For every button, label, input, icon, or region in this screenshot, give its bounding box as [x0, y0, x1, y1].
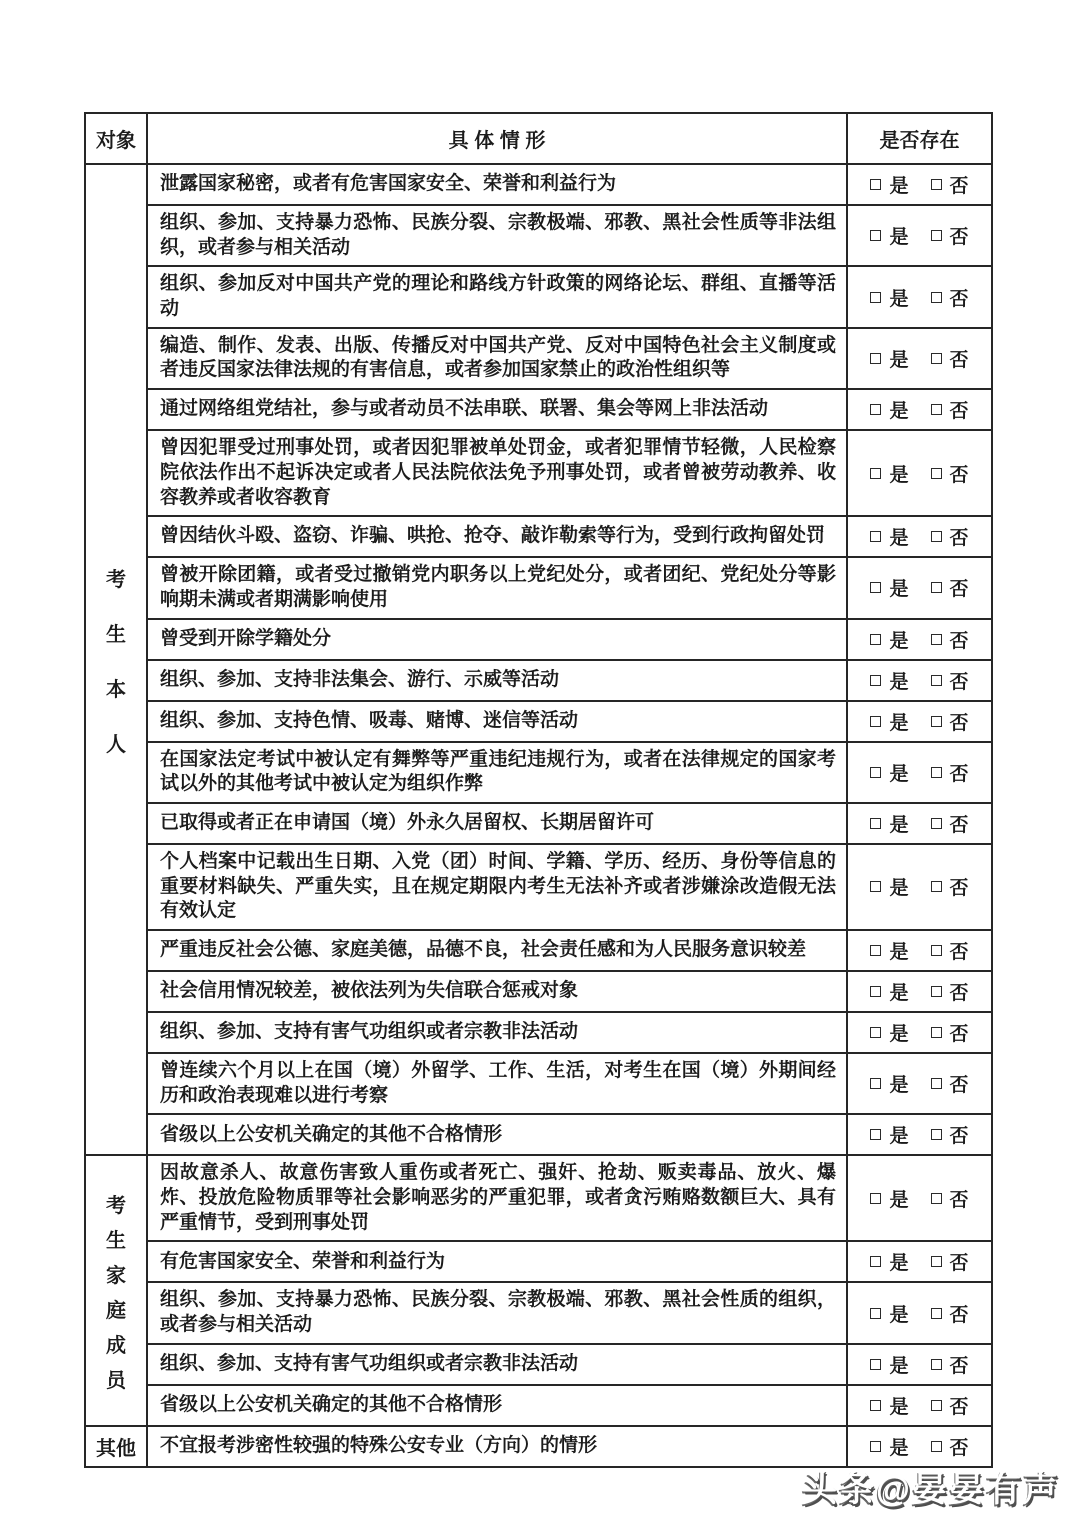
- yes-label: 是: [889, 1075, 909, 1097]
- no-checkbox[interactable]: [931, 1359, 942, 1370]
- yes-option[interactable]: [870, 708, 908, 735]
- exist-cell: [847, 1385, 992, 1426]
- yes-checkbox[interactable]: [870, 582, 881, 593]
- yes-option[interactable]: [870, 1300, 908, 1327]
- group-label-char: 庭: [106, 1299, 126, 1322]
- situation-cell: 组织、参加、支持色情、吸毒、赌博、迷信等活动: [147, 701, 847, 742]
- no-option[interactable]: [931, 1185, 969, 1212]
- table-row: [85, 930, 992, 971]
- yes-option[interactable]: [870, 937, 908, 964]
- no-label: 否: [949, 1189, 969, 1211]
- yes-option[interactable]: [870, 1070, 908, 1097]
- no-option[interactable]: [931, 460, 969, 487]
- yes-label: 是: [889, 579, 909, 601]
- table-row: [85, 1344, 992, 1385]
- yes-option[interactable]: [870, 1019, 908, 1046]
- yes-checkbox[interactable]: [870, 1193, 881, 1204]
- yes-label: 是: [889, 1355, 909, 1377]
- no-checkbox[interactable]: [931, 1193, 942, 1204]
- yes-option[interactable]: [870, 978, 908, 1005]
- yes-option[interactable]: [870, 810, 908, 837]
- no-label: 否: [949, 464, 969, 486]
- no-checkbox[interactable]: [931, 675, 942, 686]
- yes-checkbox[interactable]: [870, 1256, 881, 1267]
- situation-cell: 有危害国家安全、荣誉和利益行为: [147, 1241, 847, 1282]
- no-option[interactable]: [931, 810, 969, 837]
- yes-checkbox[interactable]: [870, 634, 881, 645]
- exist-cell: [847, 1344, 992, 1385]
- table-row: [85, 1241, 992, 1282]
- group-label-char: 家: [106, 1264, 126, 1287]
- header-situation: 具 体 情 形: [147, 113, 847, 164]
- yes-checkbox[interactable]: [870, 716, 881, 727]
- no-checkbox[interactable]: [931, 1129, 942, 1140]
- yes-checkbox[interactable]: [870, 881, 881, 892]
- exist-cell: [847, 930, 992, 971]
- group-label-other: 其他: [85, 1426, 147, 1467]
- yes-checkbox[interactable]: [870, 531, 881, 542]
- situation-cell: 组织、参加反对中国共产党的理论和路线方针政策的网络论坛、群组、直播等活动: [147, 266, 847, 327]
- no-option[interactable]: [931, 1433, 969, 1460]
- situation-cell: 社会信用情况较差，被依法列为失信联合惩戒对象: [147, 971, 847, 1012]
- no-option[interactable]: [931, 1070, 969, 1097]
- no-option[interactable]: [931, 574, 969, 601]
- no-checkbox[interactable]: [931, 292, 942, 303]
- watermark: 头条@晏晏有声: [801, 1470, 1060, 1509]
- yes-option[interactable]: [870, 460, 908, 487]
- table-row: [85, 701, 992, 742]
- yes-label: 是: [889, 1437, 909, 1459]
- group-label-char: 人: [106, 733, 126, 756]
- no-option[interactable]: [931, 396, 969, 423]
- no-checkbox[interactable]: [931, 531, 942, 542]
- group-label-candidate-family: [85, 1155, 147, 1425]
- group-label-char: 考: [106, 568, 126, 591]
- exist-cell: [847, 164, 992, 205]
- situation-cell: 已取得或者正在申请国（境）外永久居留权、长期居留许可: [147, 803, 847, 844]
- yes-label: 是: [889, 288, 909, 310]
- no-label: 否: [949, 1437, 969, 1459]
- yes-label: 是: [889, 671, 909, 693]
- table-row: [85, 1012, 992, 1053]
- yes-checkbox[interactable]: [870, 675, 881, 686]
- no-checkbox[interactable]: [931, 634, 942, 645]
- yes-label: 是: [889, 878, 909, 900]
- no-checkbox[interactable]: [931, 353, 942, 364]
- no-checkbox[interactable]: [931, 404, 942, 415]
- no-checkbox[interactable]: [931, 945, 942, 956]
- yes-checkbox[interactable]: [870, 292, 881, 303]
- table-row: [85, 389, 992, 430]
- yes-label: 是: [889, 814, 909, 836]
- no-option[interactable]: [931, 222, 969, 249]
- situation-cell: 编造、制作、发表、出版、传播反对中国共产党、反对中国特色社会主义制度或者违反国家法律法规的有害信息，或者参加国家禁止的政治性组织等: [147, 328, 847, 389]
- no-label: 否: [949, 176, 969, 197]
- table-row: [85, 164, 992, 205]
- yes-option[interactable]: [870, 396, 908, 423]
- situation-cell: 曾因结伙斗殴、盗窃、诈骗、哄抢、抢夺、敲诈勒索等行为，受到行政拘留处罚: [147, 516, 847, 557]
- table-row: [85, 328, 992, 389]
- table-row: [85, 1426, 992, 1467]
- yes-option[interactable]: [870, 1433, 908, 1460]
- yes-checkbox[interactable]: [870, 1359, 881, 1370]
- yes-checkbox[interactable]: [870, 179, 881, 190]
- situation-cell: 省级以上公安机关确定的其他不合格情形: [147, 1114, 847, 1155]
- yes-option[interactable]: [870, 1185, 908, 1212]
- group-label-candidate-self: [85, 164, 147, 1155]
- no-option[interactable]: [931, 284, 969, 311]
- no-label: 否: [949, 579, 969, 601]
- exist-cell: [847, 1114, 992, 1155]
- exist-cell: [847, 557, 992, 618]
- no-label: 否: [949, 814, 969, 836]
- table-row: [85, 803, 992, 844]
- yes-checkbox[interactable]: [870, 945, 881, 956]
- situation-cell: 省级以上公安机关确定的其他不合格情形: [147, 1385, 847, 1426]
- exist-cell: [847, 430, 992, 516]
- yes-label: 是: [889, 712, 909, 734]
- yes-option[interactable]: [870, 759, 908, 786]
- screening-table: [84, 112, 993, 1468]
- no-label: 否: [949, 528, 969, 550]
- yes-checkbox[interactable]: [870, 767, 881, 778]
- no-checkbox[interactable]: [931, 179, 942, 190]
- yes-checkbox[interactable]: [870, 1441, 881, 1452]
- no-checkbox[interactable]: [931, 1256, 942, 1267]
- situation-cell: 曾被开除团籍，或者受过撤销党内职务以上党纪处分，或者团纪、党纪处分等影响期未满或者期满影响使用: [147, 557, 847, 618]
- yes-label: 是: [889, 528, 909, 550]
- no-label: 否: [949, 671, 969, 693]
- situation-cell: 泄露国家秘密，或者有危害国家安全、荣誉和利益行为: [147, 164, 847, 205]
- no-option[interactable]: [931, 978, 969, 1005]
- situation-cell: 组织、参加、支持有害气功组织或者宗教非法活动: [147, 1344, 847, 1385]
- yes-checkbox[interactable]: [870, 468, 881, 479]
- exist-cell: [847, 205, 992, 266]
- yes-option[interactable]: [870, 171, 908, 198]
- table-row: [85, 266, 992, 327]
- yes-checkbox[interactable]: [870, 1400, 881, 1411]
- yes-option[interactable]: [870, 1351, 908, 1378]
- exist-cell: [847, 1053, 992, 1114]
- situation-cell: 曾受到开除学籍处分: [147, 619, 847, 660]
- yes-label: 是: [889, 630, 909, 652]
- yes-label: 是: [889, 763, 909, 785]
- table-row: [85, 1155, 992, 1241]
- table-row: [85, 430, 992, 516]
- no-option[interactable]: [931, 937, 969, 964]
- yes-label: 是: [889, 1396, 909, 1418]
- no-checkbox[interactable]: [931, 1441, 942, 1452]
- no-option[interactable]: [931, 667, 969, 694]
- no-option[interactable]: [931, 1121, 969, 1148]
- no-checkbox[interactable]: [931, 716, 942, 727]
- no-label: 否: [949, 1253, 969, 1275]
- no-checkbox[interactable]: [931, 230, 942, 241]
- no-option[interactable]: [931, 523, 969, 550]
- yes-option[interactable]: [870, 1121, 908, 1148]
- exist-cell: [847, 1426, 992, 1467]
- yes-option[interactable]: [870, 873, 908, 900]
- yes-label: 是: [889, 1024, 909, 1045]
- exist-cell: [847, 1155, 992, 1241]
- no-label: 否: [949, 1396, 969, 1418]
- group-label-char: 成: [106, 1334, 126, 1357]
- yes-option[interactable]: [870, 667, 908, 694]
- no-option[interactable]: [931, 1351, 969, 1378]
- yes-label: 是: [889, 1189, 909, 1211]
- table-row: [85, 971, 992, 1012]
- no-option[interactable]: [931, 1392, 969, 1419]
- situation-cell: 组织、参加、支持暴力恐怖、民族分裂、宗教极端、邪教、黑社会性质的组织，或者参与相关活动: [147, 1282, 847, 1343]
- table-row: [85, 557, 992, 618]
- header-row: [85, 113, 992, 164]
- no-checkbox[interactable]: [931, 1027, 942, 1038]
- exist-cell: [847, 803, 992, 844]
- exist-cell: [847, 328, 992, 389]
- yes-label: 是: [889, 942, 909, 963]
- no-label: 否: [949, 1126, 969, 1148]
- no-label: 否: [949, 1024, 969, 1045]
- yes-option[interactable]: [870, 222, 908, 249]
- group-label-char: 本: [106, 678, 126, 701]
- no-option[interactable]: [931, 759, 969, 786]
- situation-cell: 不宜报考涉密性较强的特殊公安专业（方向）的情形: [147, 1426, 847, 1467]
- table-row: [85, 742, 992, 803]
- no-checkbox[interactable]: [931, 986, 942, 997]
- yes-option[interactable]: [870, 284, 908, 311]
- no-checkbox[interactable]: [931, 1078, 942, 1089]
- yes-label: 是: [889, 349, 909, 371]
- exist-cell: [847, 266, 992, 327]
- no-checkbox[interactable]: [931, 818, 942, 829]
- situation-cell: 个人档案中记载出生日期、入党（团）时间、学籍、学历、经历、身份等信息的重要材料缺失、严重失实，且在规定期限内考生无法补齐或者涉嫌涂改造假无法有效认定: [147, 844, 847, 930]
- no-option[interactable]: [931, 1019, 969, 1046]
- situation-cell: 因故意杀人、故意伤害致人重伤或者死亡、强奸、抢劫、贩卖毒品、放火、爆炸、投放危险物质罪等社会影响恶劣的严重犯罪，或者贪污贿赂数额巨大、具有严重情节，受到刑事处罚: [147, 1155, 847, 1241]
- exist-cell: [847, 389, 992, 430]
- no-label: 否: [949, 1304, 969, 1326]
- yes-option[interactable]: [870, 1248, 908, 1275]
- no-option[interactable]: [931, 626, 969, 653]
- no-checkbox[interactable]: [931, 468, 942, 479]
- table-row: [85, 619, 992, 660]
- yes-checkbox[interactable]: [870, 1027, 881, 1038]
- exist-cell: [847, 660, 992, 701]
- yes-checkbox[interactable]: [870, 1129, 881, 1140]
- table-row: [85, 660, 992, 701]
- group-label-char: 生: [106, 1229, 126, 1252]
- exist-cell: [847, 1012, 992, 1053]
- yes-label: 是: [889, 1126, 909, 1148]
- exist-cell: [847, 844, 992, 930]
- yes-checkbox[interactable]: [870, 1308, 881, 1319]
- no-option[interactable]: [931, 708, 969, 735]
- no-checkbox[interactable]: [931, 1400, 942, 1411]
- no-checkbox[interactable]: [931, 767, 942, 778]
- yes-label: 是: [889, 227, 909, 249]
- exist-cell: [847, 971, 992, 1012]
- yes-option[interactable]: [870, 345, 908, 372]
- no-label: 否: [949, 763, 969, 785]
- no-label: 否: [949, 712, 969, 734]
- yes-label: 是: [889, 983, 909, 1004]
- yes-option[interactable]: [870, 626, 908, 653]
- no-label: 否: [949, 630, 969, 652]
- table-row: [85, 516, 992, 557]
- no-label: 否: [949, 288, 969, 310]
- no-label: 否: [949, 942, 969, 963]
- no-checkbox[interactable]: [931, 1308, 942, 1319]
- yes-label: 是: [889, 401, 909, 423]
- table-row: [85, 1053, 992, 1114]
- exist-cell: [847, 701, 992, 742]
- situation-cell: 组织、参加、支持有害气功组织或者宗教非法活动: [147, 1012, 847, 1053]
- yes-label: 是: [889, 1304, 909, 1326]
- yes-label: 是: [889, 464, 909, 486]
- situation-cell: 组织、参加、支持非法集会、游行、示威等活动: [147, 660, 847, 701]
- exist-cell: [847, 1241, 992, 1282]
- situation-cell: 通过网络组党结社，参与或者动员不法串联、联署、集会等网上非法活动: [147, 389, 847, 430]
- no-option[interactable]: [931, 1300, 969, 1327]
- situation-cell: 严重违反社会公德、家庭美德，品德不良，社会责任感和为人民服务意识较差: [147, 930, 847, 971]
- no-checkbox[interactable]: [931, 582, 942, 593]
- exist-cell: [847, 1282, 992, 1343]
- yes-option[interactable]: [870, 523, 908, 550]
- yes-checkbox[interactable]: [870, 986, 881, 997]
- header-exist: 是否存在: [847, 113, 992, 164]
- yes-label: 是: [889, 1253, 909, 1275]
- exist-cell: [847, 742, 992, 803]
- exist-cell: [847, 516, 992, 557]
- header-subject: 对象: [85, 113, 147, 164]
- no-checkbox[interactable]: [931, 881, 942, 892]
- group-label-char: 考: [106, 1194, 126, 1217]
- no-label: 否: [949, 227, 969, 249]
- table-row: [85, 205, 992, 266]
- yes-checkbox[interactable]: [870, 353, 881, 364]
- no-label: 否: [949, 878, 969, 900]
- situation-cell: 曾因犯罪受过刑事处罚，或者因犯罪被单处罚金，或者犯罪情节轻微，人民检察院依法作出不起诉决定或者人民法院依法免予刑事处罚，或者曾被劳动教养、收容教养或者收容教育: [147, 430, 847, 516]
- yes-option[interactable]: [870, 574, 908, 601]
- situation-cell: 曾连续六个月以上在国（境）外留学、工作、生活，对考生在国（境）外期间经历和政治表现难以进行考察: [147, 1053, 847, 1114]
- no-label: 否: [949, 983, 969, 1004]
- yes-option[interactable]: [870, 1392, 908, 1419]
- exist-cell: [847, 619, 992, 660]
- table-row: [85, 844, 992, 930]
- table-row: [85, 1282, 992, 1343]
- table-row: [85, 1385, 992, 1426]
- situation-cell: 组织、参加、支持暴力恐怖、民族分裂、宗教极端、邪教、黑社会性质等非法组织，或者参与相关活动: [147, 205, 847, 266]
- table-header: [85, 113, 992, 164]
- yes-checkbox[interactable]: [870, 404, 881, 415]
- yes-label: 是: [889, 176, 909, 197]
- group-label-char: 生: [106, 623, 126, 646]
- no-option[interactable]: [931, 345, 969, 372]
- no-label: 否: [949, 1075, 969, 1097]
- yes-checkbox[interactable]: [870, 230, 881, 241]
- situation-cell: 在国家法定考试中被认定有舞弊等严重违纪违规行为，或者在法律规定的国家考试以外的其他考试中被认定为组织作弊: [147, 742, 847, 803]
- no-option[interactable]: [931, 171, 969, 198]
- yes-checkbox[interactable]: [870, 1078, 881, 1089]
- no-option[interactable]: [931, 1248, 969, 1275]
- no-label: 否: [949, 349, 969, 371]
- no-label: 否: [949, 401, 969, 423]
- no-label: 否: [949, 1355, 969, 1377]
- yes-checkbox[interactable]: [870, 818, 881, 829]
- no-option[interactable]: [931, 873, 969, 900]
- group-label-char: 员: [106, 1369, 126, 1392]
- table-row: [85, 1114, 992, 1155]
